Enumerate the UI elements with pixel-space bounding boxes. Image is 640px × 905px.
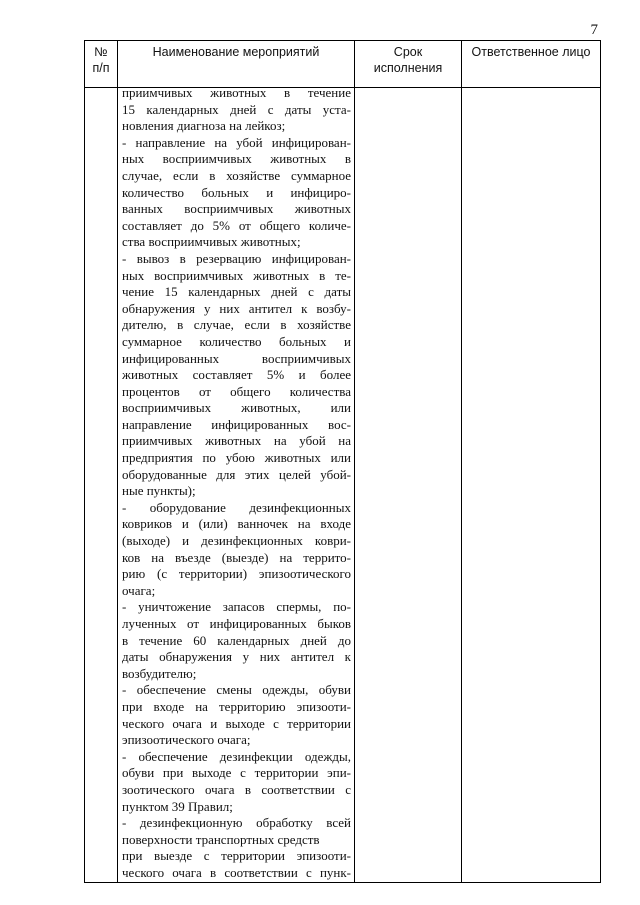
header-name — [118, 41, 355, 88]
measure-text-line: составляет до 5% от общего количе- — [122, 217, 351, 233]
measure-text-line: - дезинфекционную обработку всей — [122, 815, 351, 831]
table-header-row — [85, 41, 601, 88]
measure-text-line: лученных от инфицированных быков — [122, 616, 351, 631]
measure-text-line: ных восприимчивых животных в — [122, 151, 351, 167]
table-row — [85, 88, 601, 883]
measure-text-line: - обеспечение дезинфекции одежды, — [122, 748, 351, 764]
measure-text-line: ческого очага в соответствии с пунк- — [122, 864, 351, 880]
measures-text-cell — [118, 85, 355, 883]
measure-text-line: - оборудование дезинфекционных — [122, 499, 351, 515]
measure-text-line: 15 календарных дней с даты уста- — [122, 101, 351, 117]
measure-text-line: оборудованные для этих целей убой- — [122, 466, 351, 482]
measure-text-line: ков на въезде (выезде) на террито- — [122, 549, 351, 565]
measure-text-line: в течение 60 календарных дней до — [122, 632, 351, 648]
measure-text-line: ных восприимчивых животных в те- — [122, 267, 351, 283]
measure-text-line: процентов от общего количества — [122, 383, 351, 399]
measure-text-line: приимчивых животных в течение — [122, 85, 351, 100]
measure-text-line: направление инфицированных вос- — [122, 416, 351, 432]
measure-text-line: эпизоотического очага; — [122, 732, 251, 748]
measure-text-line: обуви при выходе с территории эпи- — [122, 765, 351, 781]
header-term-text: Срок исполнения — [373, 45, 443, 75]
measure-text-line: при выезде с территории эпизооти- — [122, 848, 351, 864]
measure-text-line: ковриков и (или) ванночек на входе — [122, 516, 351, 532]
measure-text-line: - вывоз в резервацию инфицирован- — [122, 250, 351, 266]
measure-text-line: обнаружения у них антител к возбу- — [122, 300, 351, 316]
measure-text-line: (выходе) и дезинфекционных коври- — [122, 533, 351, 549]
measure-text-line: при входе на территорию эпизооти- — [122, 698, 351, 714]
row-term-cell — [355, 88, 462, 883]
measures-table — [84, 40, 601, 883]
header-responsible — [462, 41, 601, 88]
header-responsible-text: Ответственное лицо — [471, 45, 591, 59]
measure-text-line: ческого очага и выходе с территории — [122, 715, 351, 731]
measure-text-line: зоотического очага в соответствии с — [122, 781, 351, 797]
measure-text-line: возбудителю; — [122, 665, 197, 681]
measure-text-line: приимчивых животных на убой на — [122, 433, 351, 449]
measure-text-line: случае, если в хозяйстве суммарное — [122, 167, 351, 183]
measure-text-line: чение 15 календарных дней с даты — [122, 284, 351, 300]
measure-text-line: - уничтожение запасов спермы, по- — [122, 599, 351, 615]
measure-text-line: животных составляет 5% и более — [122, 367, 351, 383]
measure-text-line: инфицированных восприимчивых — [122, 350, 351, 366]
measure-text-line: очага; — [122, 582, 156, 598]
measure-text-line: предприятия по убою животных или — [122, 450, 351, 466]
measure-text-line: пунктом 39 Правил; — [122, 798, 233, 814]
measure-text-line: дителю, в случае, если в хозяйстве — [122, 317, 351, 333]
header-num — [85, 41, 118, 88]
measure-text-line: даты обнаружения у них антител к — [122, 649, 351, 665]
measure-text-line: рию (с территории) эпизоотического — [122, 566, 351, 582]
measure-text-line: суммарное количество больных и — [122, 333, 351, 349]
header-term — [355, 41, 462, 88]
row-num-cell — [85, 88, 118, 883]
page-number: 7 — [590, 22, 598, 38]
measure-text-line: - направление на убой инфицирован- — [122, 134, 351, 150]
measure-text-line: восприимчивых животных, или — [122, 400, 351, 416]
measure-text-line: ства восприимчивых животных; — [122, 234, 301, 250]
measure-text-line: количество больных и инфициро- — [122, 184, 351, 200]
measure-text-line: поверхности транспортных средств — [122, 831, 320, 847]
measure-text-line: новления диагноза на лейкоз; — [122, 118, 286, 134]
measure-text-line: - обеспечение смены одежды, обуви — [122, 682, 351, 698]
header-name-text: Наименование мероприятий — [152, 45, 320, 59]
header-num-text: № п/п — [92, 45, 110, 75]
measure-text-line: ные пункты); — [122, 483, 196, 499]
row-responsible-cell — [462, 88, 601, 883]
measure-text-line: ванных восприимчивых животных — [122, 201, 351, 217]
